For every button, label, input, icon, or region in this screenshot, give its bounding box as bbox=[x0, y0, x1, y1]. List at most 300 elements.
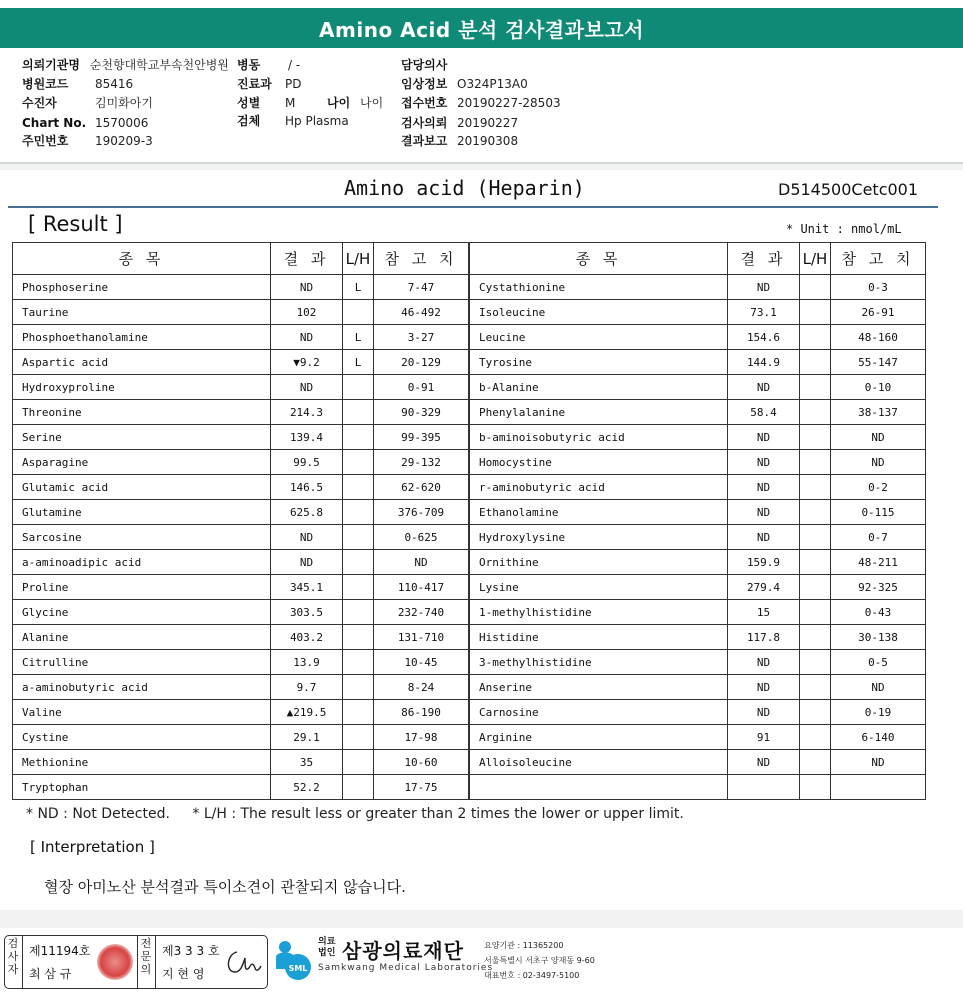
clinic-value: PD bbox=[285, 77, 302, 91]
reference-range: ND bbox=[831, 425, 926, 450]
row-id-no bbox=[22, 132, 153, 150]
chart-no-value: 1570006 bbox=[95, 116, 149, 130]
results-table-left bbox=[12, 242, 469, 800]
result-value: 159.9 bbox=[728, 550, 800, 575]
row-doctor bbox=[401, 56, 447, 74]
patient-label: 수진자 bbox=[22, 96, 57, 110]
lh-flag bbox=[800, 425, 831, 450]
lh-flag bbox=[343, 675, 374, 700]
age-value: 나이 bbox=[360, 96, 384, 110]
table-row bbox=[470, 475, 926, 500]
reference-range: 0-19 bbox=[831, 700, 926, 725]
reference-range: 29-132 bbox=[374, 450, 469, 475]
analyte-name: Arginine bbox=[470, 725, 728, 750]
row-chart-no bbox=[22, 114, 149, 132]
reference-range: 86-190 bbox=[374, 700, 469, 725]
lh-flag bbox=[800, 400, 831, 425]
analyte-name: Hydroxylysine bbox=[470, 525, 728, 550]
analyte-name: Anserine bbox=[470, 675, 728, 700]
row-request-date bbox=[401, 114, 519, 132]
reference-range: 30-138 bbox=[831, 625, 926, 650]
table-row bbox=[470, 525, 926, 550]
lh-flag bbox=[343, 600, 374, 625]
lh-flag bbox=[343, 400, 374, 425]
reference-range: 0-3 bbox=[831, 275, 926, 300]
patient-value: 김미화아기 bbox=[95, 96, 153, 110]
result-value: 102 bbox=[271, 300, 343, 325]
row-sex bbox=[237, 94, 296, 112]
result-value: 303.5 bbox=[271, 600, 343, 625]
test-title: Amino acid (Heparin) bbox=[344, 176, 585, 200]
result-value: 154.6 bbox=[728, 325, 800, 350]
org-info-phone: 대표번호 : 02-3497-5100 bbox=[484, 971, 580, 980]
table-row bbox=[470, 425, 926, 450]
reference-range: 10-60 bbox=[374, 750, 469, 775]
table-row bbox=[470, 625, 926, 650]
table-row bbox=[13, 475, 469, 500]
result-value: ND bbox=[728, 525, 800, 550]
analyte-name: Sarcosine bbox=[13, 525, 271, 550]
footnotes bbox=[26, 806, 702, 822]
result-value: ND bbox=[728, 675, 800, 700]
lh-flag: L bbox=[343, 325, 374, 350]
table-row bbox=[13, 750, 469, 775]
age-label: 나이 bbox=[327, 96, 351, 110]
reference-range: ND bbox=[831, 450, 926, 475]
tester-name: 최 삼 규 bbox=[29, 967, 72, 981]
analyte-name: a-aminobutyric acid bbox=[13, 675, 271, 700]
result-value: ▼9.2 bbox=[271, 350, 343, 375]
lh-flag bbox=[343, 525, 374, 550]
header-item: 종 목 bbox=[13, 243, 271, 275]
analyte-name bbox=[470, 775, 728, 800]
result-label: [ Result ] bbox=[28, 212, 123, 236]
result-value: 139.4 bbox=[271, 425, 343, 450]
reference-range: 48-160 bbox=[831, 325, 926, 350]
result-value: 99.5 bbox=[271, 450, 343, 475]
row-clinic bbox=[237, 75, 302, 93]
results-table-right bbox=[469, 242, 926, 800]
lh-flag bbox=[343, 725, 374, 750]
result-value: ND bbox=[271, 325, 343, 350]
lh-flag bbox=[343, 700, 374, 725]
hospital-value: 순천향대학교부속천안병원 bbox=[89, 58, 229, 72]
sml-logo-icon bbox=[272, 935, 312, 989]
analyte-name: Alloisoleucine bbox=[470, 750, 728, 775]
reference-range: 55-147 bbox=[831, 350, 926, 375]
lh-flag bbox=[343, 300, 374, 325]
lh-flag bbox=[800, 325, 831, 350]
clinical-info-value: O324P13A0 bbox=[457, 77, 528, 91]
reference-range: 10-45 bbox=[374, 650, 469, 675]
row-ward bbox=[237, 56, 301, 74]
table-row bbox=[13, 525, 469, 550]
lh-flag bbox=[800, 450, 831, 475]
reference-range: 376-709 bbox=[374, 500, 469, 525]
reference-range: ND bbox=[831, 675, 926, 700]
lh-flag: L bbox=[343, 275, 374, 300]
result-value: 279.4 bbox=[728, 575, 800, 600]
reference-range: 8-24 bbox=[374, 675, 469, 700]
signature-scribble bbox=[223, 946, 263, 980]
table-row bbox=[13, 325, 469, 350]
divider bbox=[155, 936, 156, 988]
lh-flag bbox=[343, 475, 374, 500]
reference-range: 6-140 bbox=[831, 725, 926, 750]
reference-range: 131-710 bbox=[374, 625, 469, 650]
reference-range: ND bbox=[374, 550, 469, 575]
table-row bbox=[13, 450, 469, 475]
header-result: 결 과 bbox=[728, 243, 800, 275]
row-report-date bbox=[401, 132, 519, 150]
table-row bbox=[470, 350, 926, 375]
result-value: ND bbox=[728, 425, 800, 450]
hospital-label: 의뢰기관명 bbox=[22, 58, 80, 72]
signature-box bbox=[4, 935, 268, 989]
analyte-name: Phosphoserine bbox=[13, 275, 271, 300]
reference-range: 90-329 bbox=[374, 400, 469, 425]
hospital-code-value: 85416 bbox=[95, 77, 134, 91]
row-hospital-code bbox=[22, 75, 134, 93]
result-value: 9.7 bbox=[271, 675, 343, 700]
result-value: ND bbox=[271, 375, 343, 400]
report-date-value: 20190308 bbox=[457, 134, 519, 148]
lh-flag bbox=[800, 575, 831, 600]
table-header-row bbox=[13, 243, 469, 275]
result-value: 29.1 bbox=[271, 725, 343, 750]
lh-flag bbox=[800, 525, 831, 550]
reference-range: 38-137 bbox=[831, 400, 926, 425]
header-ref: 참 고 치 bbox=[374, 243, 469, 275]
table-header-row bbox=[470, 243, 926, 275]
lh-flag bbox=[800, 675, 831, 700]
result-value: ND bbox=[728, 700, 800, 725]
lh-flag bbox=[800, 275, 831, 300]
lh-flag bbox=[800, 700, 831, 725]
analyte-name: Alanine bbox=[13, 625, 271, 650]
reference-range: 0-115 bbox=[831, 500, 926, 525]
table-row bbox=[13, 350, 469, 375]
analyte-name: Phenylalanine bbox=[470, 400, 728, 425]
lh-flag bbox=[343, 550, 374, 575]
table-row bbox=[470, 400, 926, 425]
reference-range: 0-91 bbox=[374, 375, 469, 400]
result-value: ND bbox=[728, 500, 800, 525]
lh-flag bbox=[800, 600, 831, 625]
analyte-name: Leucine bbox=[470, 325, 728, 350]
analyte-name: Taurine bbox=[13, 300, 271, 325]
receipt-no-label: 접수번호 bbox=[401, 96, 448, 110]
lh-flag bbox=[800, 775, 831, 800]
lh-flag bbox=[800, 375, 831, 400]
lh-flag bbox=[800, 750, 831, 775]
analyte-name: Tryptophan bbox=[13, 775, 271, 800]
analyte-name: Homocystine bbox=[470, 450, 728, 475]
table-row bbox=[13, 650, 469, 675]
analyte-name: Carnosine bbox=[470, 700, 728, 725]
reviewer-name: 지 현 영 bbox=[162, 967, 205, 981]
reference-range: 17-75 bbox=[374, 775, 469, 800]
lh-flag bbox=[800, 500, 831, 525]
table-row bbox=[470, 650, 926, 675]
lh-flag bbox=[800, 300, 831, 325]
interpretation-text: 혈장 아미노산 분석결과 특이소견이 관찰되지 않습니다. bbox=[44, 878, 406, 896]
reference-range: 48-211 bbox=[831, 550, 926, 575]
analyte-name: Histidine bbox=[470, 625, 728, 650]
table-row bbox=[470, 750, 926, 775]
reference-range: 0-2 bbox=[831, 475, 926, 500]
lh-flag bbox=[800, 625, 831, 650]
lh-flag bbox=[343, 450, 374, 475]
reference-range: 62-620 bbox=[374, 475, 469, 500]
org-info bbox=[484, 938, 595, 983]
table-row bbox=[470, 375, 926, 400]
row-clinical-info bbox=[401, 75, 528, 93]
table-row bbox=[470, 575, 926, 600]
analyte-name: b-aminoisobutyric acid bbox=[470, 425, 728, 450]
org-english-name: Samkwang Medical Laboratories bbox=[318, 963, 494, 973]
result-value: 403.2 bbox=[271, 625, 343, 650]
table-row bbox=[13, 275, 469, 300]
logo-text: SML bbox=[288, 964, 308, 973]
sex-label: 성별 bbox=[237, 96, 261, 110]
specimen-label: 검체 bbox=[237, 114, 261, 128]
report-title: Amino Acid 분석 검사결과보고서 bbox=[0, 8, 963, 48]
title-divider bbox=[8, 206, 938, 208]
patient-header bbox=[0, 52, 963, 164]
lh-flag: L bbox=[343, 350, 374, 375]
analyte-name: r-aminobutyric acid bbox=[470, 475, 728, 500]
hospital-code-label: 병원코드 bbox=[22, 77, 69, 91]
analyte-name: Cystathionine bbox=[470, 275, 728, 300]
analyte-name: Glutamine bbox=[13, 500, 271, 525]
sex-value: M bbox=[285, 96, 296, 110]
table-row bbox=[13, 725, 469, 750]
lh-flag bbox=[343, 650, 374, 675]
reference-range: 0-7 bbox=[831, 525, 926, 550]
org-type: 의료법인 bbox=[318, 937, 336, 958]
result-value: ▲219.5 bbox=[271, 700, 343, 725]
lh-flag bbox=[800, 725, 831, 750]
org-info-code: 요양기관 : 11365200 bbox=[484, 941, 564, 950]
reference-range: 46-492 bbox=[374, 300, 469, 325]
divider bbox=[137, 936, 138, 988]
result-value bbox=[728, 775, 800, 800]
results-table-right-body bbox=[470, 275, 926, 800]
reference-range bbox=[831, 775, 926, 800]
results-table-left-body bbox=[13, 275, 469, 800]
analyte-name: 1-methylhistidine bbox=[470, 600, 728, 625]
lh-flag bbox=[343, 375, 374, 400]
doctor-label: 담당의사 bbox=[401, 58, 448, 72]
table-row bbox=[470, 275, 926, 300]
result-value: ND bbox=[728, 750, 800, 775]
result-value: 35 bbox=[271, 750, 343, 775]
report-body bbox=[0, 170, 963, 910]
table-row bbox=[470, 700, 926, 725]
reference-range: 110-417 bbox=[374, 575, 469, 600]
table-row bbox=[13, 425, 469, 450]
result-value: ND bbox=[728, 650, 800, 675]
interpretation-label: [ Interpretation ] bbox=[30, 838, 155, 856]
clinic-label: 진료과 bbox=[237, 77, 272, 91]
lh-flag bbox=[800, 475, 831, 500]
row-receipt-no bbox=[401, 94, 561, 112]
table-row bbox=[470, 450, 926, 475]
analyte-name: b-Alanine bbox=[470, 375, 728, 400]
tester-label: 검사자 bbox=[7, 937, 19, 976]
header-lh: L/H bbox=[800, 243, 831, 275]
reference-range: 0-10 bbox=[831, 375, 926, 400]
analyte-name: Phosphoethanolamine bbox=[13, 325, 271, 350]
unit-label: * Unit : nmol/mL bbox=[786, 222, 902, 236]
analyte-name: Serine bbox=[13, 425, 271, 450]
result-value: 52.2 bbox=[271, 775, 343, 800]
result-value: 58.4 bbox=[728, 400, 800, 425]
id-no-label: 주민번호 bbox=[22, 134, 69, 148]
result-value: ND bbox=[728, 375, 800, 400]
row-specimen bbox=[237, 112, 349, 130]
analyte-name: Ornithine bbox=[470, 550, 728, 575]
seal-stamp bbox=[97, 944, 133, 980]
id-no-value: 190209-3 bbox=[95, 134, 153, 148]
analyte-name: Ethanolamine bbox=[470, 500, 728, 525]
result-value: ND bbox=[271, 275, 343, 300]
analyte-name: Tyrosine bbox=[470, 350, 728, 375]
result-value: ND bbox=[728, 475, 800, 500]
table-row bbox=[13, 300, 469, 325]
report-date-label: 결과보고 bbox=[401, 134, 448, 148]
lh-flag bbox=[343, 500, 374, 525]
reference-range: 0-625 bbox=[374, 525, 469, 550]
table-row bbox=[13, 375, 469, 400]
request-date-value: 20190227 bbox=[457, 116, 519, 130]
table-row bbox=[13, 400, 469, 425]
ward-label: 병동 bbox=[237, 58, 261, 72]
result-value: 13.9 bbox=[271, 650, 343, 675]
table-row bbox=[470, 500, 926, 525]
table-row bbox=[470, 550, 926, 575]
lh-flag bbox=[343, 575, 374, 600]
org-name: 삼광의료재단 bbox=[342, 939, 464, 963]
analyte-name: Isoleucine bbox=[470, 300, 728, 325]
reference-range: 0-43 bbox=[831, 600, 926, 625]
reference-range: 7-47 bbox=[374, 275, 469, 300]
title-bar bbox=[0, 0, 963, 52]
result-value: 117.8 bbox=[728, 625, 800, 650]
analyte-name: Valine bbox=[13, 700, 271, 725]
table-row bbox=[13, 575, 469, 600]
reference-range: 0-5 bbox=[831, 650, 926, 675]
header-result: 결 과 bbox=[271, 243, 343, 275]
footnote-lh: * L/H : The result less or greater than 2 times the lower or upper limit. bbox=[192, 806, 684, 822]
analyte-name: Hydroxyproline bbox=[13, 375, 271, 400]
result-value: ND bbox=[728, 450, 800, 475]
row-patient bbox=[22, 94, 153, 112]
table-row bbox=[470, 600, 926, 625]
lh-flag bbox=[800, 650, 831, 675]
reviewer-label: 전문의 bbox=[140, 937, 152, 976]
lh-flag bbox=[800, 350, 831, 375]
table-row bbox=[13, 600, 469, 625]
org-info-address: 서울특별시 서초구 양재동 9-60 bbox=[484, 956, 595, 965]
lh-flag bbox=[343, 750, 374, 775]
tester-license: 제11194호 bbox=[29, 944, 91, 958]
analyte-name: Citrulline bbox=[13, 650, 271, 675]
analyte-name: Threonine bbox=[13, 400, 271, 425]
lh-flag bbox=[343, 625, 374, 650]
result-value: 146.5 bbox=[271, 475, 343, 500]
table-row bbox=[470, 675, 926, 700]
analyte-name: Asparagine bbox=[13, 450, 271, 475]
footnote-nd: * ND : Not Detected. bbox=[26, 806, 170, 822]
analyte-name: Glycine bbox=[13, 600, 271, 625]
analyte-name: Cystine bbox=[13, 725, 271, 750]
clinical-info-label: 임상정보 bbox=[401, 77, 448, 91]
table-row bbox=[13, 700, 469, 725]
result-value: 73.1 bbox=[728, 300, 800, 325]
specimen-value: Hp Plasma bbox=[285, 114, 349, 128]
row-age bbox=[327, 94, 383, 112]
table-row bbox=[13, 775, 469, 800]
table-row bbox=[13, 550, 469, 575]
analyte-name: Lysine bbox=[470, 575, 728, 600]
row-hospital bbox=[22, 56, 229, 74]
result-value: ND bbox=[728, 275, 800, 300]
table-row bbox=[470, 300, 926, 325]
ward-value: / - bbox=[288, 58, 301, 72]
chart-no-label: Chart No. bbox=[22, 116, 87, 130]
analyte-name: Methionine bbox=[13, 750, 271, 775]
result-value: 625.8 bbox=[271, 500, 343, 525]
reference-range: ND bbox=[831, 750, 926, 775]
reference-range: 3-27 bbox=[374, 325, 469, 350]
table-row bbox=[470, 325, 926, 350]
lh-flag bbox=[343, 775, 374, 800]
result-value: 214.3 bbox=[271, 400, 343, 425]
result-value: 91 bbox=[728, 725, 800, 750]
reviewer-license: 제3 3 3 호 bbox=[162, 944, 220, 958]
request-date-label: 검사의뢰 bbox=[401, 116, 448, 130]
result-value: 345.1 bbox=[271, 575, 343, 600]
header-item: 종 목 bbox=[470, 243, 728, 275]
table-row bbox=[470, 725, 926, 750]
table-row bbox=[13, 625, 469, 650]
analyte-name: Proline bbox=[13, 575, 271, 600]
lh-flag bbox=[343, 425, 374, 450]
reference-range: 17-98 bbox=[374, 725, 469, 750]
result-value: ND bbox=[271, 550, 343, 575]
analyte-name: Glutamic acid bbox=[13, 475, 271, 500]
signature-footer bbox=[0, 928, 963, 1000]
reference-range: 26-91 bbox=[831, 300, 926, 325]
test-code: D514500Cetc001 bbox=[778, 180, 919, 199]
lh-flag bbox=[800, 550, 831, 575]
table-row bbox=[13, 675, 469, 700]
reference-range: 20-129 bbox=[374, 350, 469, 375]
divider bbox=[22, 936, 23, 988]
header-lh: L/H bbox=[343, 243, 374, 275]
result-value: 144.9 bbox=[728, 350, 800, 375]
table-row bbox=[13, 500, 469, 525]
reference-range: 232-740 bbox=[374, 600, 469, 625]
analyte-name: a-aminoadipic acid bbox=[13, 550, 271, 575]
result-value: ND bbox=[271, 525, 343, 550]
reference-range: 92-325 bbox=[831, 575, 926, 600]
analyte-name: 3-methylhistidine bbox=[470, 650, 728, 675]
receipt-no-value: 20190227-28503 bbox=[457, 96, 561, 110]
reference-range: 99-395 bbox=[374, 425, 469, 450]
